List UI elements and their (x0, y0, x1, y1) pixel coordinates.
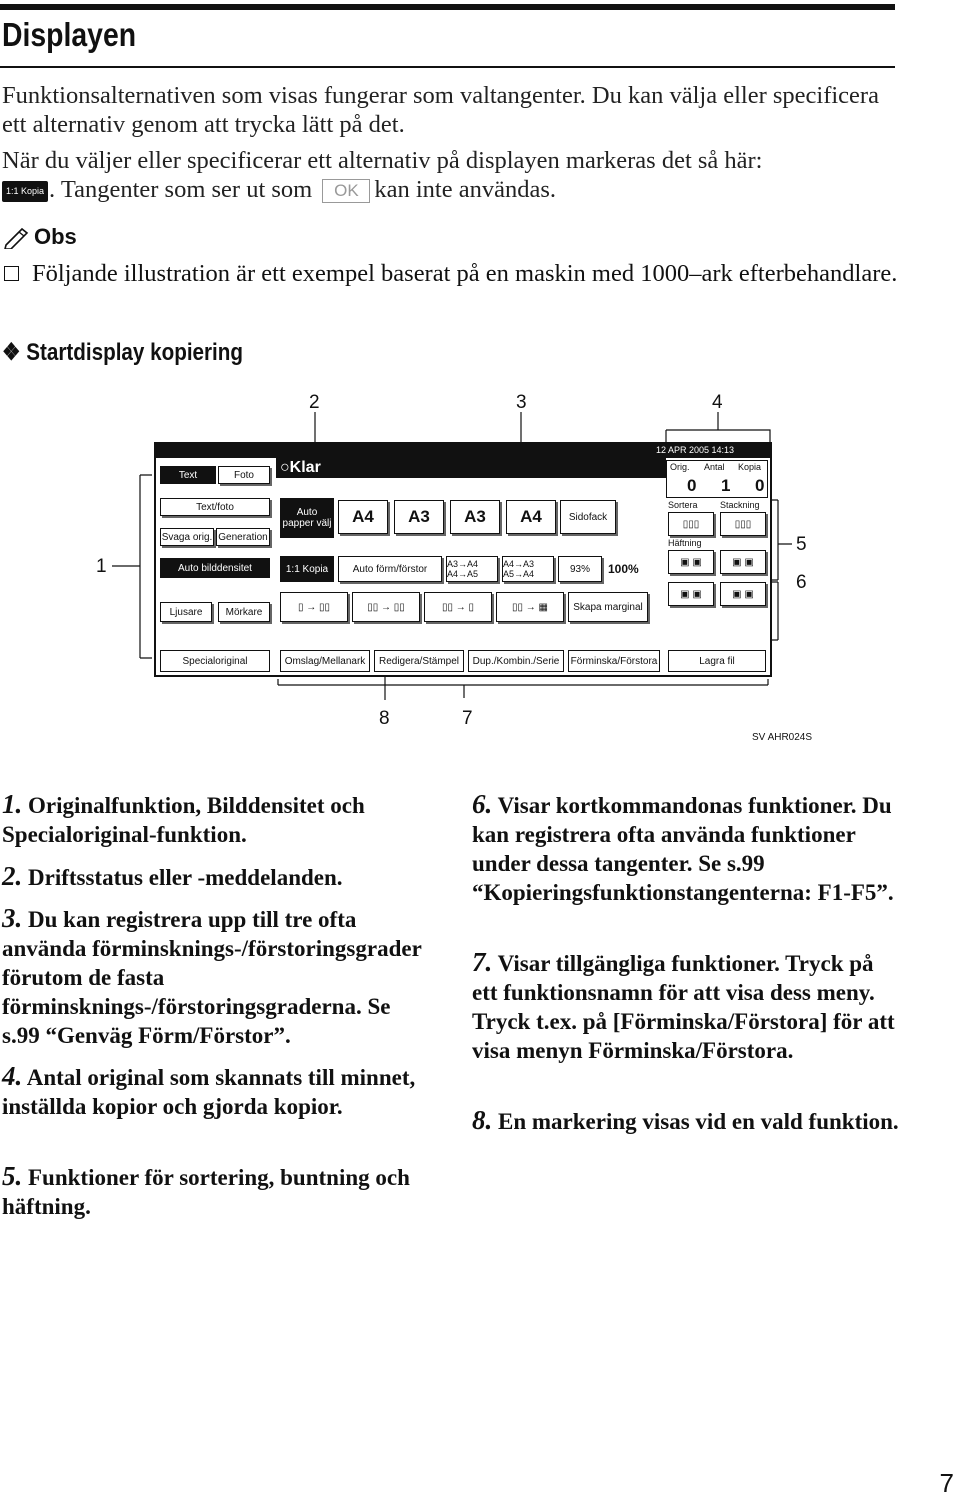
faint-original-button[interactable]: Svaga orig. (160, 528, 214, 546)
text-photo-button[interactable]: Text/foto (160, 498, 270, 516)
intro-text-c: kan inte användas. (374, 176, 557, 203)
intro-paragraph-2 (2, 146, 922, 204)
list-item-2: 2. Driftsstatus eller -meddelanden. (2, 861, 343, 891)
title-rule (0, 66, 895, 68)
note-heading (2, 224, 77, 250)
duplex-1-button[interactable]: ▯ → ▯▯ (280, 592, 348, 622)
counter-panel: Orig. Antal Kopia 0 1 0 (666, 460, 768, 498)
ratio-preset-2-button[interactable]: A4→A3 A5→A4 (502, 556, 554, 582)
callout-1: 1 (96, 556, 107, 577)
status-message: ○Klar (280, 459, 321, 476)
callout-2: 2 (309, 392, 320, 413)
figure-caption: SV AHR024S (752, 732, 813, 743)
page-number: 7 (939, 1468, 954, 1498)
intro-text-a: När du väljer eller specificerar ett alternativ på displayen markeras det så här: (2, 147, 763, 174)
bypass-tray-button[interactable]: Sidofack (560, 500, 616, 534)
tab-cover-slip[interactable]: Omslag/Mellanark (280, 650, 370, 672)
tray-3-button[interactable]: A3 (450, 500, 500, 534)
auto-reduce-enlarge-button[interactable]: Auto förm/förstor (338, 556, 442, 582)
note-text: Följande illustration är ett exempel baserat på en maskin med 1000–ark efterbehandlare. (32, 260, 898, 287)
create-margin-button[interactable]: Skapa marginal (568, 592, 648, 622)
list-item-6: 6. Visar kortkommandonas funktioner. Du kan registrera ofta använda funktioner under dessa tangenter. Se s.99 “Kopieringsfunktionstangenterna: F1-F5”. (472, 789, 894, 905)
copier-display (154, 442, 772, 677)
staple-4-button[interactable]: ▣ ▣ (720, 582, 766, 606)
store-file-button[interactable]: Lagra fil (668, 650, 766, 672)
staple-2-button[interactable]: ▣ ▣ (720, 550, 766, 574)
sort-label: Sortera (668, 500, 698, 510)
auto-paper-button[interactable]: Auto papper välj (280, 498, 334, 538)
top-rule (0, 4, 895, 10)
ratio-preset-3-button[interactable]: 93% (558, 556, 602, 582)
list-item-5: 5. Funktioner för sortering, buntning och häftning. (2, 1161, 410, 1219)
darker-button[interactable]: Mörkare (218, 602, 270, 622)
list-item-4: 4. Antal original som skannats till minnet, inställda kopior och gjorda kopior. (2, 1061, 416, 1119)
datetime: 12 APR 2005 14:13 (656, 445, 735, 455)
tray-2-button[interactable]: A3 (394, 500, 444, 534)
callout-6: 6 (796, 572, 807, 593)
ratio-preset-1-button[interactable]: A3→A4 A4→A5 (446, 556, 498, 582)
section-title-label: Startdisplay kopiering (26, 339, 244, 366)
generation-button[interactable]: Generation (216, 528, 270, 546)
staple-1-button[interactable]: ▣ ▣ (668, 550, 714, 574)
page-title: Displayen (2, 16, 137, 53)
ratio-display: 100% (608, 562, 639, 576)
auto-density-button[interactable]: Auto bilddensitet (160, 558, 270, 578)
message-bar (276, 458, 666, 478)
lighter-button[interactable]: Ljusare (160, 602, 212, 622)
staple-3-button[interactable]: ▣ ▣ (668, 582, 714, 606)
tab-dup-combine-series[interactable]: Dup./Kombin./Serie (468, 650, 564, 672)
intro-paragraph-1: Funktionsalternativen som visas fungerar som valtangenter. Du kan välja eller specificera ett alternativ genom att trycka lätt på det. (2, 82, 879, 138)
list-item-7: 7. Visar tillgängliga funktioner. Tryck på ett funktionsnamn för att visa dess meny. Tryck t.ex. på [Förminska/Förstora] för att visa menyn Förminska/Förstora. (472, 947, 895, 1063)
list-item-1: 1. Originalfunktion, Bilddensitet och Specialoriginal-funktion. (2, 789, 365, 847)
section-title (2, 338, 243, 367)
full-size-button[interactable]: 1:1 Kopia (280, 556, 334, 582)
tab-edit-stamp[interactable]: Redigera/Stämpel (374, 650, 464, 672)
disabled-key-example: OK (322, 179, 370, 203)
callout-7: 7 (462, 708, 473, 729)
sort-button[interactable]: ▯▯▯ (668, 512, 714, 536)
callout-3: 3 (516, 392, 527, 413)
list-item-3: 3. Du kan registrera upp till tre ofta använda förminsknings-/förstoringsgrader förutom de fasta förminsknings-/förstoringsgraderna. Se s.99 “Genväg Förm/Förstor”. (2, 903, 422, 1048)
stack-button[interactable]: ▯▯▯ (720, 512, 766, 536)
selected-key-example: 1:1 Kopia (2, 181, 48, 202)
callout-8: 8 (379, 708, 390, 729)
intro-text-b: . Tangenter som ser ut som (49, 176, 313, 203)
tray-4-button[interactable]: A4 (506, 500, 556, 534)
list-item-8: 8. En markering visas vid en vald funktion. (472, 1105, 899, 1135)
checkbox-bullet-icon (4, 266, 19, 281)
photo-button[interactable]: Foto (218, 466, 270, 484)
pencil-icon (2, 225, 30, 249)
special-original-button[interactable]: Specialoriginal (160, 650, 270, 672)
diamond-bullet-icon: ❖ (2, 339, 21, 366)
tray-1-button[interactable]: A4 (338, 500, 388, 534)
callout-4: 4 (712, 392, 723, 413)
staple-label: Häftning (668, 538, 702, 548)
duplex-2-button[interactable]: ▯▯ → ▯▯ (352, 592, 420, 622)
combine-2-button[interactable]: ▯▯ → ▦ (496, 592, 564, 622)
text-button[interactable]: Text (160, 466, 216, 484)
combine-1-button[interactable]: ▯▯ → ▯ (424, 592, 492, 622)
callout-5: 5 (796, 534, 807, 555)
stack-label: Stackning (720, 500, 760, 510)
tab-reduce-enlarge[interactable]: Förminska/Förstora (568, 650, 660, 672)
note-heading-label: Obs (34, 224, 77, 249)
